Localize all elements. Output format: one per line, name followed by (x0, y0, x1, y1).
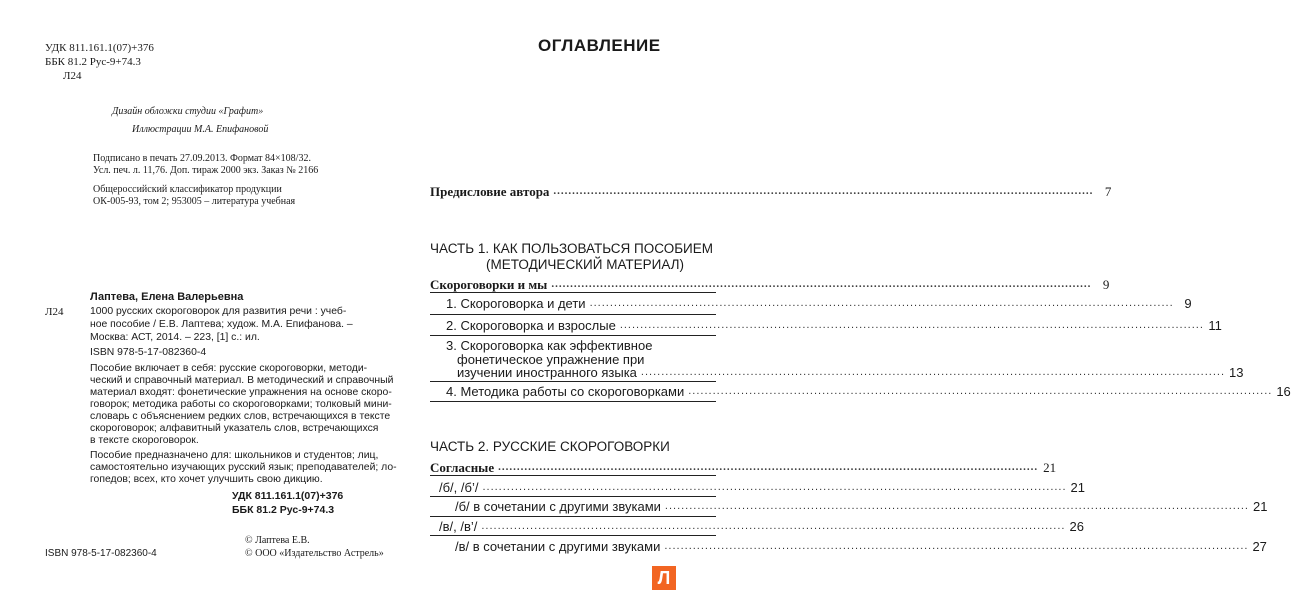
copyright-publisher: © ООО «Издательство Астрель» (245, 548, 384, 559)
isbn-bottom: ISBN 978-5-17-082360-4 (45, 548, 157, 559)
description-line-1: Пособие включает в себя: русские скороговорки, методи- (90, 363, 368, 374)
udk-code: УДК 811.161.1(07)+376 (45, 42, 154, 54)
toc-preface-label: Предисловие автора (430, 184, 550, 199)
toc-item-1-label: 1. Скороговорка и дети (446, 296, 586, 311)
print-info-line-1: Подписано в печать 27.09.2013. Формат 84×108/32. (93, 153, 311, 164)
item-divider (430, 381, 716, 382)
item-divider (430, 401, 716, 402)
publisher-logo: Л (652, 566, 676, 590)
toc-item-v-combo-label: /в/ в сочетании с другими звуками (455, 539, 661, 554)
audience-line-2: самостоятельно изучающих русский язык; преподавателей; ло- (90, 462, 397, 473)
toc-item-v[interactable] (439, 519, 1084, 534)
description-line-7: в тексте скороговорок. (90, 435, 199, 446)
toc-leader-dots: ................................................................................................................................................ (498, 461, 1039, 473)
author-name: Лаптева, Елена Валерьевна (90, 291, 244, 303)
toc-item-v-combo-page: 27 (1252, 539, 1267, 554)
toc-item-3-label: изучении иностранного языка (457, 365, 637, 380)
toc-leader-dots: ................................................................................................................................................ (481, 520, 1066, 532)
toc-item-b[interactable] (439, 480, 1086, 495)
toc-item-v-label: /в/, /в’/ (439, 519, 478, 534)
toc-section2-page: 21 (1043, 460, 1057, 475)
catalog-line-2: ное пособие / Е.В. Лаптева; худож. М.А. Епифанова. – (90, 319, 353, 330)
toc-section-soglasnye[interactable] (430, 460, 1057, 475)
author-code: Л24 (63, 70, 82, 82)
bbk-code: ББК 81.2 Рус-9+74.3 (45, 56, 141, 68)
catalog-line-3: Москва: АСТ, 2014. – 223, [1] с.: ил. (90, 332, 260, 343)
toc-leader-dots: ................................................................................................................................................ (589, 297, 1174, 309)
item-divider (430, 535, 716, 536)
toc-preface-page: 7 (1104, 184, 1112, 199)
toc-section2-label: Согласные (430, 460, 495, 475)
toc-section1-label: Скороговорки и мы (430, 277, 548, 292)
toc-item-4-label: 4. Методика работы со скороговорками (446, 384, 685, 399)
description-line-6: скороговорок; алфавитный указатель слов, встречающихся (90, 423, 379, 434)
toc-item-3-page: 13 (1229, 365, 1244, 380)
toc-item-3-line-2: фонетическое упражнение при (457, 352, 645, 367)
toc-item-1-page: 9 (1184, 296, 1192, 311)
audience-line-3: гопедов; всех, кто хочет улучшить свою дикцию. (90, 474, 323, 485)
print-info-line-2: Усл. печ. л. 11,76. Доп. тираж 2000 экз. Заказ № 2166 (93, 165, 319, 176)
toc-leader-dots: ................................................................................................................................................ (553, 185, 1094, 197)
toc-item-2[interactable] (446, 318, 1222, 333)
toc-item-b-label: /б/, /б’/ (439, 480, 479, 495)
toc-preface[interactable] (430, 184, 1112, 199)
toc-leader-dots: ................................................................................................................................................ (619, 319, 1204, 331)
toc-item-4-page: 16 (1276, 384, 1291, 399)
isbn-inner: ISBN 978-5-17-082360-4 (90, 347, 207, 358)
toc-item-2-page: 11 (1208, 318, 1222, 333)
toc-item-b-combo[interactable] (455, 499, 1268, 514)
description-line-3: материал входят: фонетические упражнения на основе скоро- (90, 387, 392, 398)
part1-heading-line-1: ЧАСТЬ 1. КАК ПОЛЬЗОВАТЬСЯ ПОСОБИЕМ (430, 241, 714, 256)
classifier-line-1: Общероссийский классификатор продукции (93, 184, 282, 195)
toc-item-3[interactable] (457, 365, 1244, 380)
toc-title: ОГЛАВЛЕНИЕ (538, 36, 661, 55)
copyright-author: © Лаптева Е.В. (245, 535, 310, 546)
classifier-line-2: ОК-005-93, том 2; 953005 – литература учебная (93, 196, 296, 207)
toc-item-b-page: 21 (1070, 480, 1086, 495)
toc-item-4[interactable] (446, 384, 1291, 399)
toc-item-v-page: 26 (1069, 519, 1084, 534)
toc-leader-dots: ................................................................................................................................................ (640, 366, 1226, 378)
cover-design-credit: Дизайн обложки студии «Графит» (112, 106, 264, 117)
toc-item-3-line-1: 3. Скороговорка как эффективное (446, 338, 653, 353)
description-line-2: ческий и справочный материал. В методический и справочный (90, 375, 394, 386)
toc-section1-page: 9 (1102, 277, 1110, 292)
section-divider (430, 475, 716, 476)
toc-leader-dots: ................................................................................................................................................ (664, 500, 1249, 512)
udk-code-bottom: УДК 811.161.1(07)+376 (232, 490, 344, 502)
toc-item-b-combo-label: /б/ в сочетании с другими звуками (455, 499, 661, 514)
illustrations-credit: Иллюстрации М.А. Епифановой (132, 124, 269, 135)
item-divider (430, 496, 716, 497)
description-line-5: словарь с объяснением редких слов, встречающихся в тексте (90, 411, 391, 422)
toc-leader-dots: ................................................................................................................................................ (551, 278, 1092, 290)
toc-item-b-combo-page: 21 (1253, 499, 1268, 514)
catalog-code: Л24 (45, 306, 64, 318)
catalog-line-1: 1000 русских скороговорок для развития речи : учеб- (90, 306, 347, 317)
section-divider (430, 292, 716, 293)
audience-line-1: Пособие предназначено для: школьников и студентов; лиц, (90, 450, 379, 461)
bbk-code-bottom: ББК 81.2 Рус-9+74.3 (232, 504, 335, 516)
toc-item-v-combo[interactable] (455, 539, 1267, 554)
item-divider (430, 516, 716, 517)
toc-leader-dots: ................................................................................................................................................ (664, 540, 1249, 552)
description-line-4: говорок; методика работы со скороговорками; толковый мини- (90, 399, 392, 410)
toc-item-1[interactable] (446, 296, 1192, 311)
item-divider (430, 335, 716, 336)
toc-item-2-label: 2. Скороговорка и взрослые (446, 318, 616, 333)
part1-heading-line-2: (МЕТОДИЧЕСКИЙ МАТЕРИАЛ) (486, 257, 685, 272)
item-divider (430, 314, 716, 315)
part2-heading: ЧАСТЬ 2. РУССКИЕ СКОРОГОВОРКИ (430, 439, 670, 454)
toc-leader-dots: ................................................................................................................................................ (688, 385, 1273, 397)
toc-section-skorogovorki-i-my[interactable] (430, 277, 1110, 292)
toc-leader-dots: ................................................................................................................................................ (482, 481, 1067, 493)
